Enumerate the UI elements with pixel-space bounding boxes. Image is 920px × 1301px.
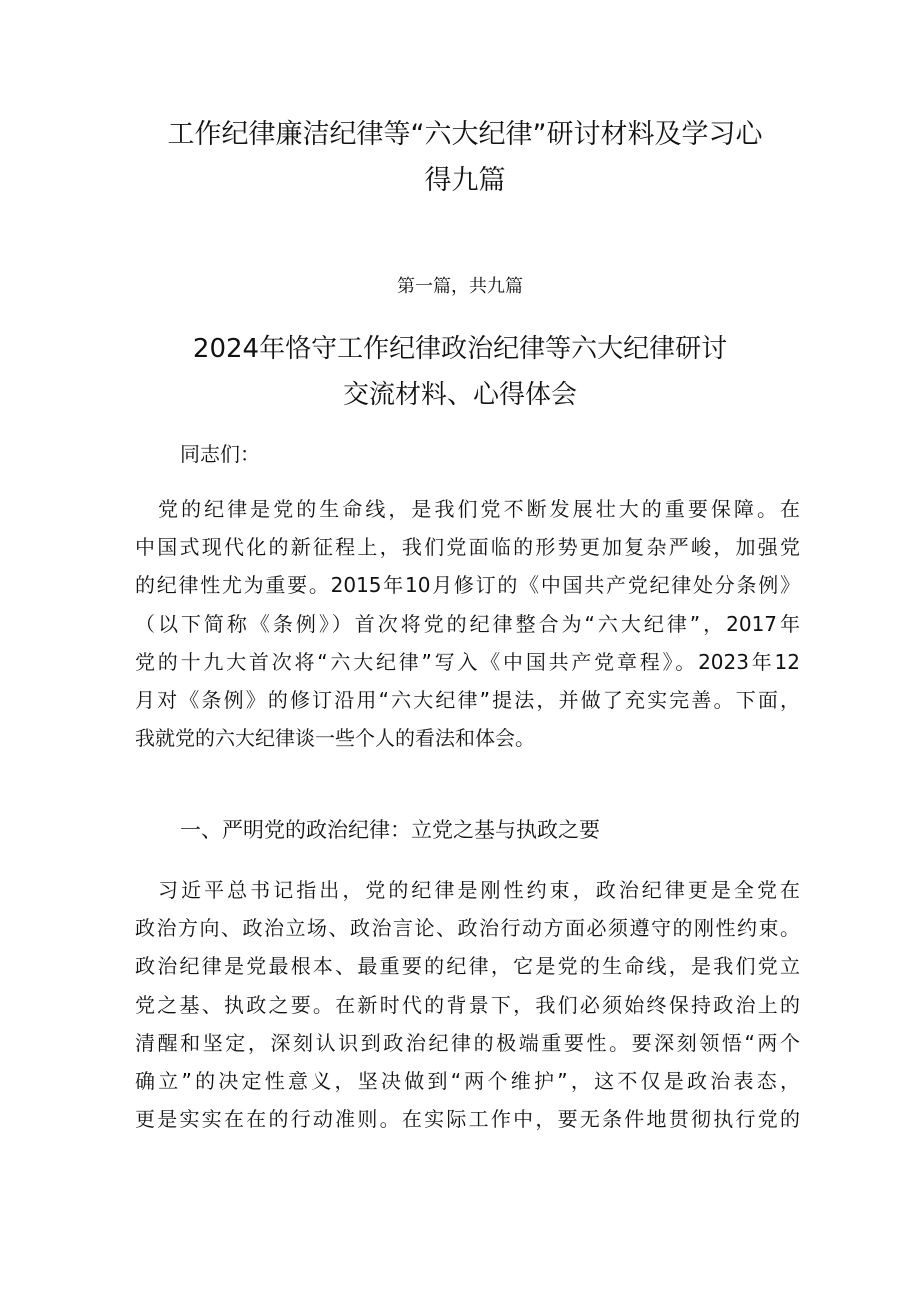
greeting: 同志们：: [180, 442, 260, 466]
paragraph-line: 党的十九大首次将“六大纪律”写入《中国共产党章程》。2023年12: [135, 649, 800, 674]
paragraph-line: 政治纪律是党最根本、最重要的纪律，它是党的生命线，是我们党立: [135, 954, 800, 979]
section-heading-1: 一、严明党的政治纪律：立党之基与执政之要: [180, 818, 600, 842]
main-title: [100, 112, 830, 204]
sub-title-line-2: 交流材料、心得体会: [342, 380, 577, 410]
sub-title: [130, 326, 790, 418]
paragraph-line: 中国式现代化的新征程上，我们党面临的形势更加复杂严峻，加强党: [135, 535, 800, 560]
paragraph-line: （以下简称《条例》）首次将党的纪律整合为“六大纪律”，2017年: [135, 611, 800, 636]
paragraph-line: 确立”的决定性意义，坚决做到“两个维护”，这不仅是政治表态，: [135, 1069, 800, 1094]
main-title-line-2: 得九篇: [424, 165, 506, 196]
paragraph-line: 更是实实在在的行动准则。在实际工作中，要无条件地贯彻执行党的: [135, 1107, 800, 1132]
paragraph-line: 清醒和坚定，深刻认识到政治纪律的极端重要性。要深刻领悟“两个: [135, 1030, 800, 1055]
chapter-label: 第一篇，共九篇: [397, 276, 523, 297]
paragraph-line: 习近平总书记指出，党的纪律是刚性约束，政治纪律更是全党在: [135, 878, 800, 902]
paragraph-line: 的纪律性尤为重要。2015年10月修订的《中国共产党纪律处分条例》: [135, 573, 800, 598]
sub-title-line-1: 2024年恪守工作纪律政治纪律等六大纪律研讨: [192, 334, 728, 364]
paragraph-line: 月对《条例》的修订沿用“六大纪律”提法，并做了充实完善。下面，: [135, 688, 800, 713]
paragraph-line: 我就党的六大纪律谈一些个人的看法和体会。: [135, 726, 535, 751]
paragraph-line: 党之基、执政之要。在新时代的背景下，我们必须始终保持政治上的: [135, 992, 800, 1017]
paragraph-2: [135, 871, 800, 1138]
paragraph-1: [135, 490, 800, 757]
paragraph-line: 党的纪律是党的生命线，是我们党不断发展壮大的重要保障。在: [135, 497, 800, 521]
paragraph-line: 政治方向、政治立场、政治言论、政治行动方面必须遵守的刚性约束。: [135, 916, 800, 941]
main-title-line-1: 工作纪律廉洁纪律等“六大纪律”研讨材料及学习心: [167, 119, 763, 150]
